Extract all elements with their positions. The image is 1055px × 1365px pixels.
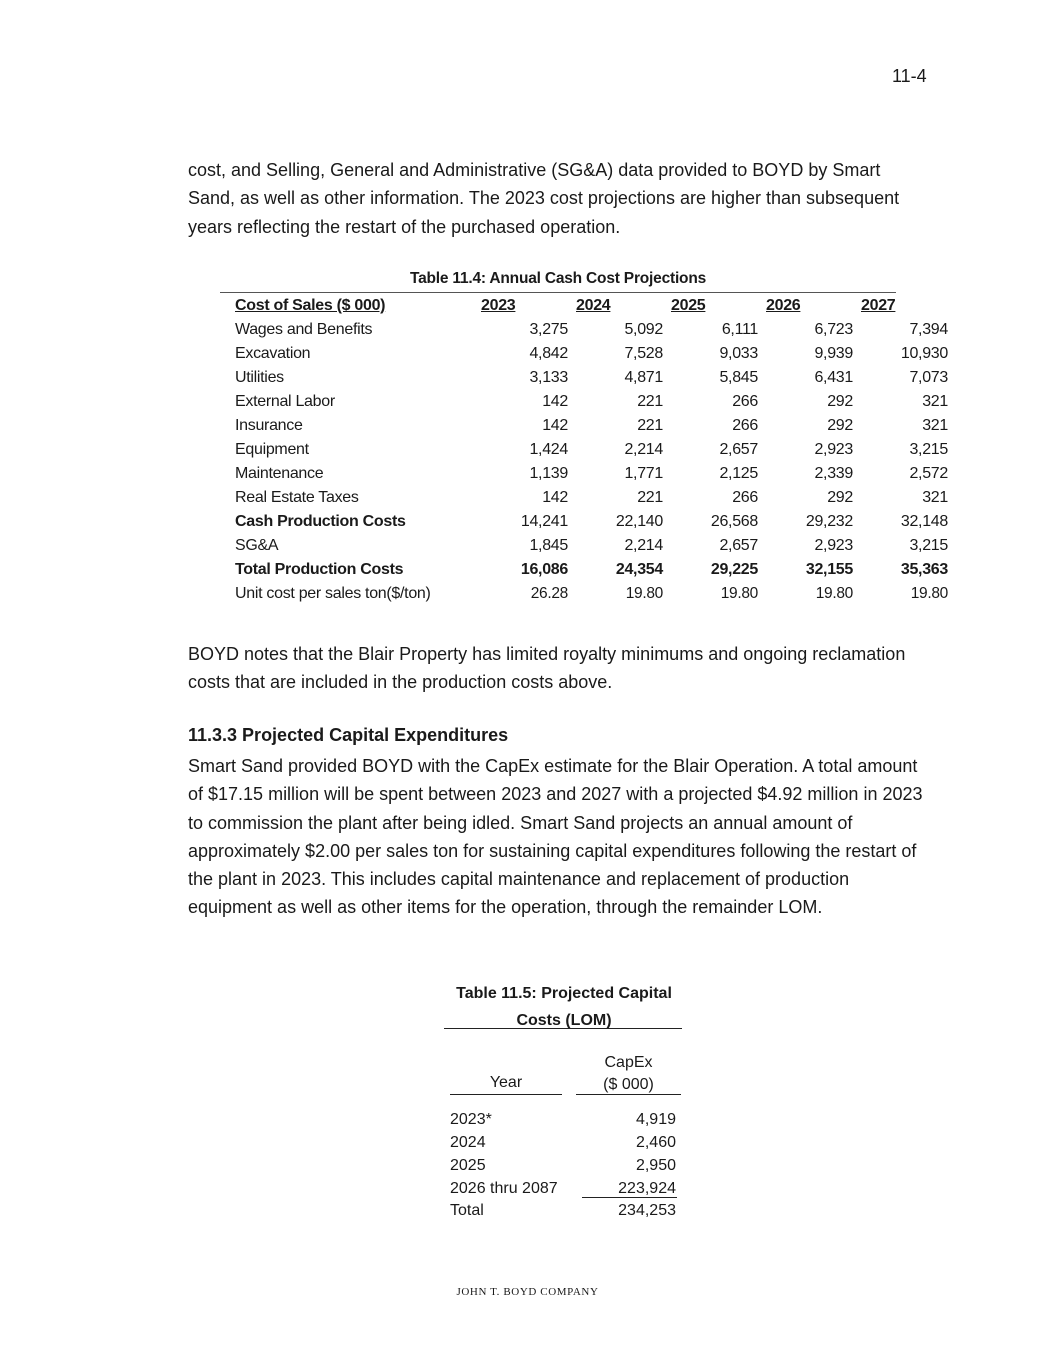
cell-value: 5,845	[719, 369, 758, 386]
cell-value: 4,871	[624, 369, 663, 386]
capex-column-header	[576, 1052, 681, 1096]
cell-value: 292	[827, 393, 853, 410]
cell-value: 19.80	[815, 585, 853, 602]
table-row	[232, 510, 948, 534]
cell-value: 24,354	[615, 561, 663, 578]
cell-value: 321	[922, 489, 948, 506]
cell-value: 321	[922, 417, 948, 434]
cell-value: 1,845	[529, 537, 568, 554]
table-row	[232, 318, 948, 342]
cell-value: 19.80	[625, 585, 663, 602]
cell-value: 26.28	[530, 585, 568, 602]
header-year: 2026	[766, 297, 801, 314]
cell-value: 7,528	[624, 345, 663, 362]
cell-value: 19.80	[720, 585, 758, 602]
table-row	[232, 558, 948, 582]
capex-header-line2: ($ 000)	[603, 1076, 654, 1093]
cell-value: 9,033	[719, 345, 758, 362]
year-cell: 2026 thru 2087	[450, 1179, 558, 1197]
year-column-header: Year	[489, 1074, 523, 1091]
cell-value: 4,842	[529, 345, 568, 362]
subtotal-rule	[582, 1197, 677, 1198]
year-cell: 2025	[450, 1156, 486, 1174]
cell-value: 3,275	[529, 321, 568, 338]
table-row	[450, 1154, 676, 1177]
table-row	[232, 486, 948, 510]
row-label: Wages and Benefits	[235, 321, 373, 338]
cell-value: 3,133	[529, 369, 568, 386]
cell-value: 6,111	[721, 321, 758, 338]
cell-value: 266	[732, 393, 758, 410]
header-year: 2024	[576, 297, 611, 314]
section-heading: 11.3.3 Projected Capital Expenditures	[188, 725, 509, 745]
cell-value: 142	[542, 393, 568, 410]
annual-cash-cost-table	[232, 294, 948, 606]
header-year: 2025	[671, 297, 706, 314]
cell-value: 6,431	[814, 369, 853, 386]
cell-value: 2,125	[719, 465, 758, 482]
cell-value: 221	[637, 489, 663, 506]
cell-value: 3,215	[909, 537, 948, 554]
capex-header-rule	[576, 1094, 681, 1095]
cell-value: 3,215	[909, 441, 948, 458]
cell-value: 29,225	[710, 561, 758, 578]
table-row	[232, 342, 948, 366]
cell-value: 2,923	[814, 537, 853, 554]
cell-value: 7,394	[909, 321, 948, 338]
header-year: 2027	[861, 297, 896, 314]
cell-value: 2,657	[719, 441, 758, 458]
table-header-row	[232, 294, 948, 318]
cell-value: 7,073	[909, 369, 948, 386]
cell-value: 221	[637, 393, 663, 410]
cell-value: 142	[542, 489, 568, 506]
capex-cell: 223,924	[618, 1179, 676, 1197]
row-label: Equipment	[235, 441, 309, 458]
cell-value: 321	[922, 393, 948, 410]
projected-capital-costs-table	[450, 1108, 676, 1200]
cell-value: 2,214	[624, 441, 663, 458]
capex-cell: 2,460	[635, 1133, 676, 1151]
table-row	[232, 534, 948, 558]
cell-value: 2,339	[814, 465, 853, 482]
cell-value: 26,568	[710, 513, 758, 530]
capex-paragraph: Smart Sand provided BOYD with the CapEx estimate for the Blair Operation. A total amount of $17.15 million will be spent between 2023 and 2027 with a projected $4.92 million in 2023 to commission the plant after being idled. Smart Sand projects an annual amount of approximately $2.00 per sales ton for sustaining capital expenditures following the restart of the plant in 2023. This includes capital maintenance and replacement of production equipment as well as other items for the operation, through the remainder LOM.	[188, 756, 923, 918]
cell-value: 2,214	[624, 537, 663, 554]
table-row	[232, 366, 948, 390]
table-11-4-title: Table 11.4: Annual Cash Cost Projections	[409, 270, 707, 287]
capex-header-line1: CapEx	[604, 1054, 653, 1071]
year-cell: 2024	[450, 1133, 486, 1151]
row-label: SG&A	[235, 537, 279, 554]
table-row	[232, 438, 948, 462]
cell-value: 16,086	[520, 561, 568, 578]
table-11-4-rule	[220, 292, 896, 293]
cell-value: 22,140	[615, 513, 663, 530]
row-label: Insurance	[235, 417, 303, 434]
row-label: Total Production Costs	[235, 561, 404, 578]
row-label: Utilities	[235, 369, 284, 386]
row-label: Real Estate Taxes	[235, 489, 359, 506]
page-number: 11-4	[892, 66, 927, 86]
row-label: External Labor	[235, 393, 335, 410]
table-row	[232, 390, 948, 414]
cell-value: 1,139	[529, 465, 568, 482]
total-label: Total	[450, 1202, 484, 1219]
cell-value: 221	[637, 417, 663, 434]
table-row	[232, 582, 948, 606]
row-label: Excavation	[235, 345, 311, 362]
table-11-5-title-line2: Costs (LOM)	[516, 1012, 612, 1029]
capex-cell: 2,950	[635, 1156, 676, 1174]
table-row	[450, 1131, 676, 1154]
capex-cell: 4,919	[635, 1110, 676, 1128]
year-cell: 2023*	[450, 1110, 492, 1128]
cell-value: 2,923	[814, 441, 853, 458]
intro-paragraph: cost, and Selling, General and Administrative (SG&A) data provided to BOYD by Smart Sand, as well as other information. The 2023 cost projections are higher than subsequent years reflecting the restart of the purchased operation.	[188, 160, 900, 237]
cell-value: 2,657	[719, 537, 758, 554]
cell-value: 32,155	[805, 561, 853, 578]
row-label: Unit cost per sales ton($/ton)	[235, 585, 431, 602]
cell-value: 6,723	[814, 321, 853, 338]
cell-value: 266	[732, 489, 758, 506]
cell-value: 19.80	[910, 585, 948, 602]
cell-value: 292	[827, 417, 853, 434]
cell-value: 1,771	[624, 465, 663, 482]
cell-value: 292	[827, 489, 853, 506]
table-row	[450, 1108, 676, 1131]
footer-company: JOHN T. BOYD COMPANY	[456, 1286, 599, 1298]
cell-value: 2,572	[909, 465, 948, 482]
total-value: 234,253	[618, 1202, 676, 1219]
year-header-rule	[450, 1094, 562, 1095]
header-year: 2023	[481, 297, 516, 314]
cell-value: 32,148	[900, 513, 948, 530]
cell-value: 35,363	[900, 561, 948, 578]
row-label: Cash Production Costs	[235, 513, 406, 530]
cell-value: 142	[542, 417, 568, 434]
table-row	[232, 414, 948, 438]
royalty-note-paragraph: BOYD notes that the Blair Property has limited royalty minimums and ongoing reclamation costs that are included in the production costs above.	[188, 644, 906, 693]
cell-value: 5,092	[624, 321, 663, 338]
cell-value: 29,232	[805, 513, 853, 530]
header-cost-of-sales: Cost of Sales ($ 000)	[235, 297, 386, 314]
cell-value: 1,424	[529, 441, 568, 458]
cell-value: 14,241	[520, 513, 568, 530]
table-11-5-title-line1: Table 11.5: Projected Capital	[456, 985, 672, 1002]
cell-value: 9,939	[814, 345, 853, 362]
cell-value: 10,930	[900, 345, 948, 362]
cell-value: 266	[732, 417, 758, 434]
table-11-5-title-rule	[444, 1028, 682, 1029]
table-row	[232, 462, 948, 486]
table-11-5-title	[444, 980, 684, 1034]
total-row	[450, 1202, 676, 1220]
row-label: Maintenance	[235, 465, 324, 482]
